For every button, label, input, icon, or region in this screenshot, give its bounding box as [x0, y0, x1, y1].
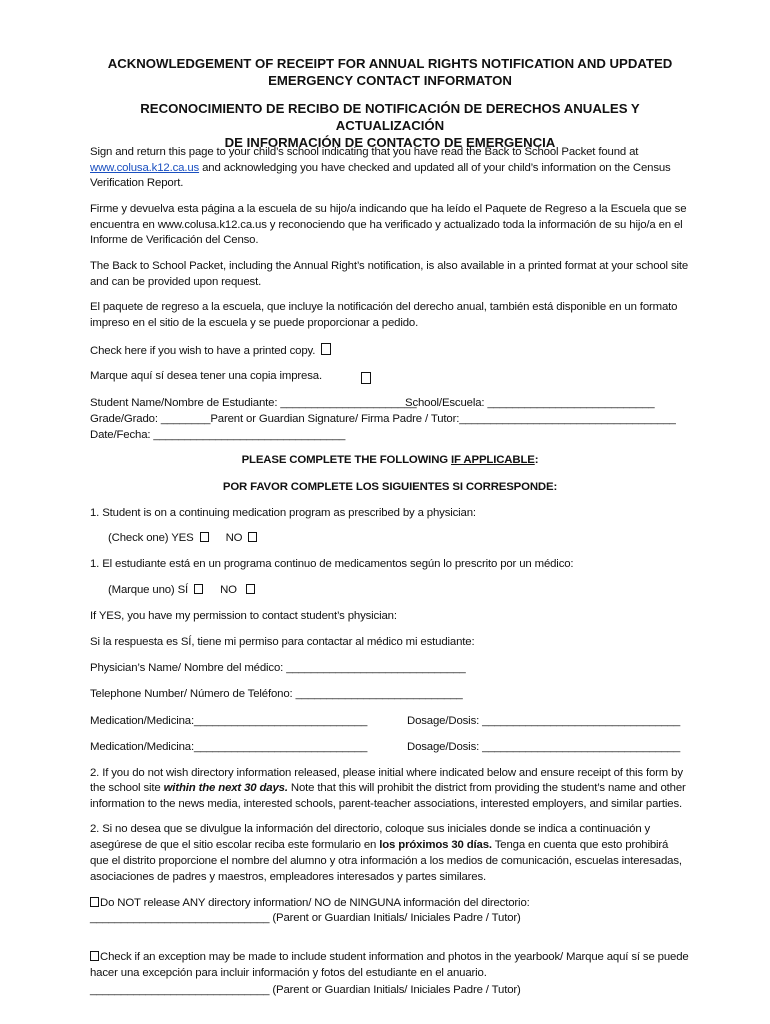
exception-label-line-2: hacer una excepción para incluir información y fotos del estudiante en el anuario.	[90, 967, 487, 979]
do-not-release-row	[90, 896, 530, 912]
title-english-line-1: ACKNOWLEDGEMENT OF RECEIPT FOR ANNUAL RIGHTS NOTIFICATION AND UPDATED	[107, 56, 673, 71]
medication-question-english: 1. Student is on a continuing medication program as prescribed by a physician:	[90, 507, 476, 519]
do-not-release-checkbox[interactable]	[90, 897, 99, 907]
permission-spanish: Si la respuesta es SÍ, tiene mi permiso para contactar al médico mi estudiante:	[90, 636, 475, 648]
si-label: (Marque uno) SÍ	[108, 584, 189, 596]
printed-copy-english-label: Check here if you wish to have a printed copy.	[90, 345, 316, 357]
no-label: NO	[225, 532, 243, 544]
yearbook-exception-checkbox[interactable]	[90, 951, 99, 961]
medication-no-checkbox-es[interactable]	[246, 584, 255, 594]
district-website-link[interactable]: www.colusa.k12.ca.us	[90, 162, 200, 174]
directory-en-line-3: information to the news media, interested schools, parent-teacher associations, interested employers, and similar parties.	[90, 798, 683, 810]
date-field[interactable]: Date/Fecha: _______________________________	[90, 429, 346, 441]
intro-en-line-2-text: and acknowledging you have checked and updated all of your child’s information on the Census	[199, 162, 671, 174]
initials-field-2[interactable]: _____________________________ (Parent or Guardian Initials/ Iniciales Padre / Tutor)	[90, 984, 521, 996]
title-spanish-line-2: DE INFORMACIÓN DE CONTACTO DE EMERGENCIA	[224, 135, 556, 150]
exception-row	[90, 950, 689, 966]
directory-es-line-2b: Tenga en cuenta que esto prohibirá	[491, 839, 669, 851]
directory-es-line-1: 2. Si no desea que se divulgue la información del directorio, coloque sus iniciales donde se indica a continuación y	[90, 823, 651, 835]
medication-field-1[interactable]: Medication/Medicina:____________________________	[90, 715, 368, 727]
intro-en-line-3: Verification Report.	[90, 177, 184, 189]
no-label-es: NO	[220, 584, 237, 596]
telephone-field[interactable]: Telephone Number/ Número de Teléfono: ___________________________	[90, 688, 463, 700]
title-english-line-2: EMERGENCY CONTACT INFORMATON	[268, 73, 512, 88]
applicable-underlined: IF APPLICABLE	[451, 454, 535, 466]
student-name-field[interactable]: Student Name/Nombre de Estudiante: ______________________	[90, 397, 417, 409]
packet-note-english: The Back to School Packet, including the Annual Right’s notification, is also available in a printed format at your school site and can be provided upon request.	[90, 260, 689, 288]
medication-check-spanish	[108, 583, 255, 599]
medication-si-checkbox[interactable]	[194, 584, 203, 594]
intro-spanish: Firme y devuelva esta página a la escuela de su hijo/a indicando que ha leído el Paquete de Regreso a la Escuela que se encuentra en www.colusa.k12.ca.us y reconociendo que ha verificado y actualizado toda la información de su hijo/a en el Informe de Verificación del Censo.	[90, 203, 687, 246]
printed-copy-spanish	[90, 369, 322, 385]
printed-copy-checkbox-es[interactable]	[361, 372, 371, 384]
physician-name-field[interactable]: Physician’s Name/ Nombre del médico: _____________________________	[90, 662, 466, 674]
printed-copy-spanish-label: Marque aquí sí desea tener una copia impresa.	[90, 370, 322, 382]
dosage-field-1[interactable]: Dosage/Dosis: ________________________________	[407, 715, 681, 727]
applicable-suffix: :	[534, 454, 539, 466]
medication-field-2[interactable]: Medication/Medicina:____________________________	[90, 741, 368, 753]
initials-field-1[interactable]: _____________________________ (Parent or Guardian Initials/ Iniciales Padre / Tutor)	[90, 912, 521, 924]
medication-yes-checkbox[interactable]	[200, 532, 209, 542]
directory-en-emphasis: within the next 30 days.	[163, 782, 288, 794]
dosage-field-2[interactable]: Dosage/Dosis: ________________________________	[407, 741, 681, 753]
directory-es-line-3: que el distrito proporcione el nombre del alumno y otra información a los medios de comunicación, escuelas interesadas,	[90, 855, 682, 867]
medication-no-checkbox[interactable]	[248, 532, 257, 542]
printed-copy-checkbox[interactable]	[321, 343, 331, 355]
directory-es-emphasis: los próximos 30 días.	[379, 839, 492, 851]
intro-en-line-2	[90, 161, 671, 177]
applicable-heading-english	[90, 453, 690, 469]
directory-en-line-1: 2. If you do not wish directory information released, please initial where indicated below and ensure receipt of this form by	[90, 767, 683, 779]
printed-copy-english	[90, 343, 331, 360]
title-spanish-line-1: RECONOCIMIENTO DE RECIBO DE NOTIFICACIÓN DE DERECHOS ANUALES Y ACTUALIZACIÓN	[140, 101, 640, 133]
medication-check-english	[108, 531, 257, 547]
yes-label: (Check one) YES	[108, 532, 194, 544]
directory-en-line-2a: the school site	[90, 782, 164, 794]
exception-label-line-1: Check if an exception may be made to include student information and photos in the yearbook/ Marque aquí sí se puede	[100, 951, 689, 963]
applicable-heading-spanish: POR FAVOR COMPLETE LOS SIGUIENTES SI CORRESPONDE:	[222, 481, 558, 493]
title-english	[90, 55, 690, 89]
applicable-prefix: PLEASE COMPLETE THE FOLLOWING	[241, 454, 452, 466]
directory-en-line-2	[90, 781, 686, 797]
grade-signature-field[interactable]: Grade/Grado: ________Parent or Guardian Signature/ Firma Padre / Tutor:___________________________________	[90, 413, 676, 425]
title-spanish	[90, 100, 690, 151]
directory-es-line-2	[90, 838, 668, 854]
school-field[interactable]: School/Escuela: ___________________________	[405, 397, 655, 409]
permission-english: If YES, you have my permission to contact student’s physician:	[90, 610, 397, 622]
directory-es-line-2a: asegúrese de que el sitio escolar reciba este formulario en	[90, 839, 380, 851]
intro-en-line-1: Sign and return this page to your child’s school indicating that you have read the Back to School Packet found at	[90, 146, 639, 158]
medication-question-spanish: 1. El estudiante está en un programa continuo de medicamentos según lo prescrito por un médico:	[90, 558, 574, 570]
directory-es-line-4: asociaciones de padres y maestros, empleadores interesados y partes similares.	[90, 871, 487, 883]
directory-en-line-2b: Note that this will prohibit the district from providing the student’s name and other	[287, 782, 686, 794]
do-not-release-label: Do NOT release ANY directory information/ NO de NINGUNA información del directorio:	[100, 897, 530, 909]
packet-note-spanish: El paquete de regreso a la escuela, que incluye la notificación del derecho anual, también está disponible en un formato impreso en el sitio de la escuela y se puede proporcionar a pedido.	[90, 301, 678, 329]
